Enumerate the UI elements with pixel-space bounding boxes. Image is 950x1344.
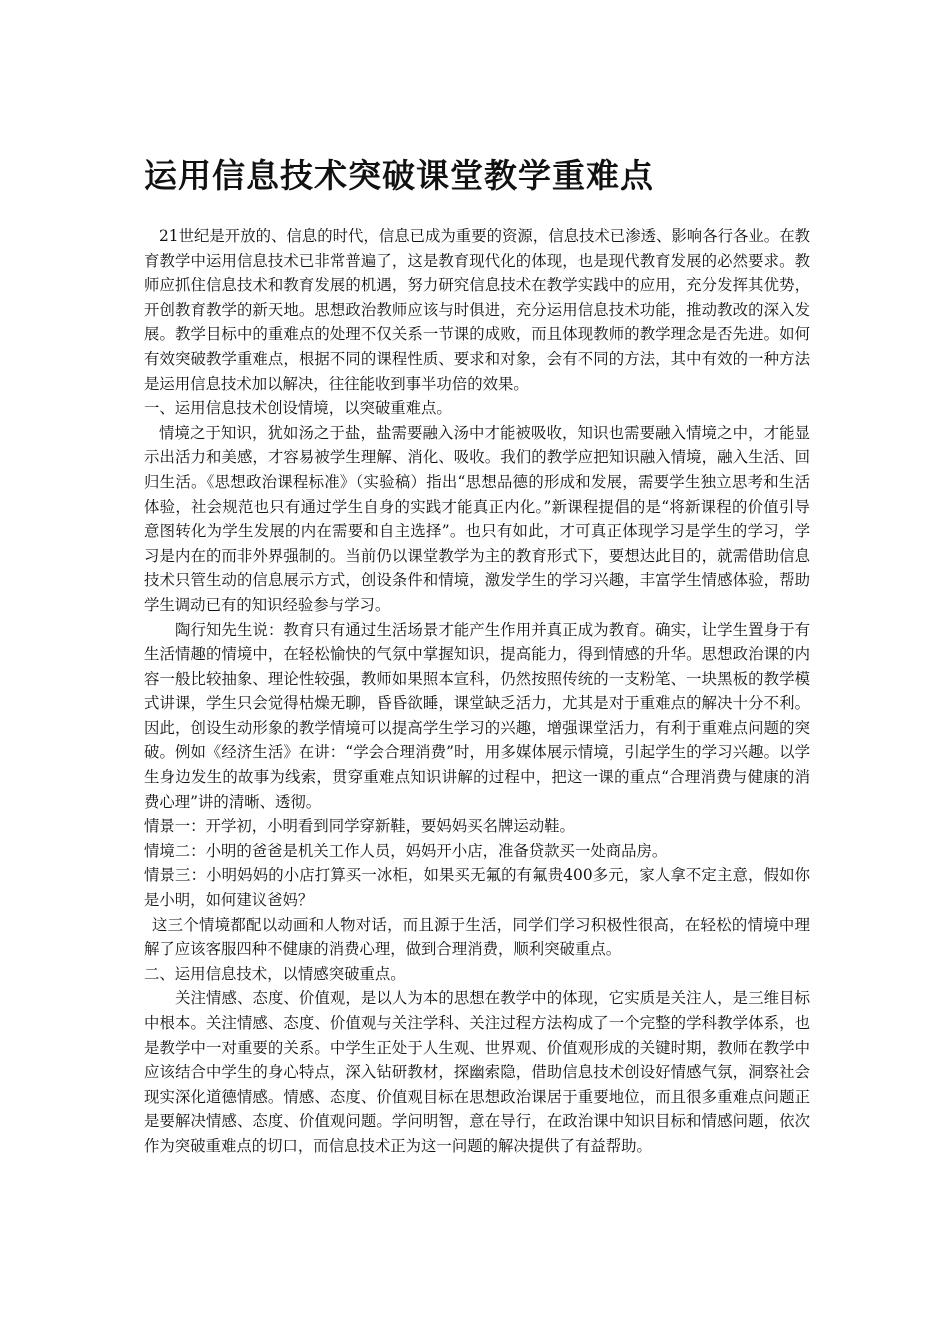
section-heading-1: 一、运用信息技术创设情境，以突破重难点。	[144, 399, 452, 418]
paragraph-situation: 情境之于知识，犹如汤之于盐，盐需要融入汤中才能被吸收，知识也需要融入情境之中，才能显示出活力和美感，才容易被学生理解、消化、吸收。我们的教学应把知识融入情境，融入生活、回归生活。《思想政治课程标准》（实验稿）指出“思想品德的形成和发展，需要学生独立思考和生活体验，社会规范也只有通过学生自身的实践才能真正内化。”新课程提倡的是“将新课程的价值引导意图转化为学生发展的内在需要和自主选择”。也只有如此，才可真正体现学习是学生的学习，学习是内在的而非外界强制的。当前仍以课堂教学为主的教育形式下，要想达此目的，就需借助信息技术只管生动的信息展示方式，创设条件和情境，激发学生的学习兴趣，丰富学生情感体验，帮助学生调动已有的知识经验参与学习。	[144, 423, 810, 614]
scenario-3: 情景三：小明妈妈的小店打算买一冰柜，如果买无氟的有氟贵400多元，家人拿不定主意，假如你是小明，如何建议爸妈？	[144, 866, 810, 910]
paragraph-emotion: 关注情感、态度、价值观，是以人为本的思想在教学中的体现，它实质是关注人，是三维目标中根本。关注情感、态度、价值观与关注学科、关注过程方法构成了一个完整的学科教学体系，也是教学中一对重要的关系。中学生正处于人生观、世界观、价值观形成的关键时期，教师在教学中应该结合中学生的身心特点，深入钻研教材，探幽索隐，借助信息技术创设好情感气氛，洞察社会现实深化道德情感。情感、态度、价值观目标在思想政治课居于重要地位，而且很多重难点问题正是要解决情感、态度、价值观问题。学问明智，意在导行，在政治课中知识目标和情感问题，依次作为突破重难点的切口，而信息技术正为这一问题的解决提供了有益帮助。	[144, 989, 810, 1155]
scenario-2: 情境二：小明的爸爸是机关工作人员，妈妈开小店，准备贷款买一处商品房。	[144, 841, 668, 860]
paragraph-intro: 21世纪是开放的、信息的时代，信息已成为重要的资源，信息技术已渗透、影响各行各业。在教育教学中运用信息技术已非常普遍了，这是教育现代化的体现，也是现代教育发展的必然要求。教师应抓住信息技术和教育发展的机遇，努力研究信息技术在教学实践中的应用，充分发挥其优势，开创教育教学的新天地。思想政治教师应该与时俱进，充分运用信息技术功能，推动教改的深入发展。教学目标中的重难点的处理不仅关系一节课的成败，而且体现教师的教学理念是否先进。如何有效突破教学重难点，根据不同的课程性质、要求和对象，会有不同的方法，其中有效的一种方法是运用信息技术加以解决，往往能收到事半功倍的效果。	[144, 227, 810, 393]
paragraph-scenario-summary: 这三个情境都配以动画和人物对话，而且源于生活，同学们学习积极性很高，在轻松的情境中理解了应该客服四种不健康的消费心理，做到合理消费，顺利突破重点。	[144, 915, 810, 959]
document-title: 运用信息技术突破课堂教学重难点	[144, 156, 654, 195]
scenario-1: 情景一：开学初，小明看到同学穿新鞋，要妈妈买名牌运动鞋。	[144, 817, 575, 836]
document-page	[144, 148, 810, 1159]
paragraph-tao-xingzhi: 陶行知先生说：教育只有通过生活场景才能产生作用并真正成为教育。确实，让学生置身于有生活情趣的情境中，在轻松愉快的气氛中掌握知识，提高能力，得到情感的升华。思想政治课的内容一般比较抽象、理论性较强，教师如果照本宣科，仍然按照传统的一支粉笔、一块黑板的教学模式讲课，学生只会觉得枯燥无聊，昏昏欲睡，课堂缺乏活力，尤其是对于重难点的解决十分不利。因此，创设生动形象的教学情境可以提高学生学习的兴趣，增强课堂活力，有利于重难点问题的突破。例如《经济生活》在讲：“学会合理消费”时，用多媒体展示情境，引起学生的学习兴趣。以学生身边发生的故事为线索，贯穿重难点知识讲解的过程中，把这一课的重点“合理消费与健康的消费心理”讲的清晰、透彻。	[144, 620, 810, 811]
section-heading-2: 二、运用信息技术，以情感突破重点。	[144, 964, 406, 983]
